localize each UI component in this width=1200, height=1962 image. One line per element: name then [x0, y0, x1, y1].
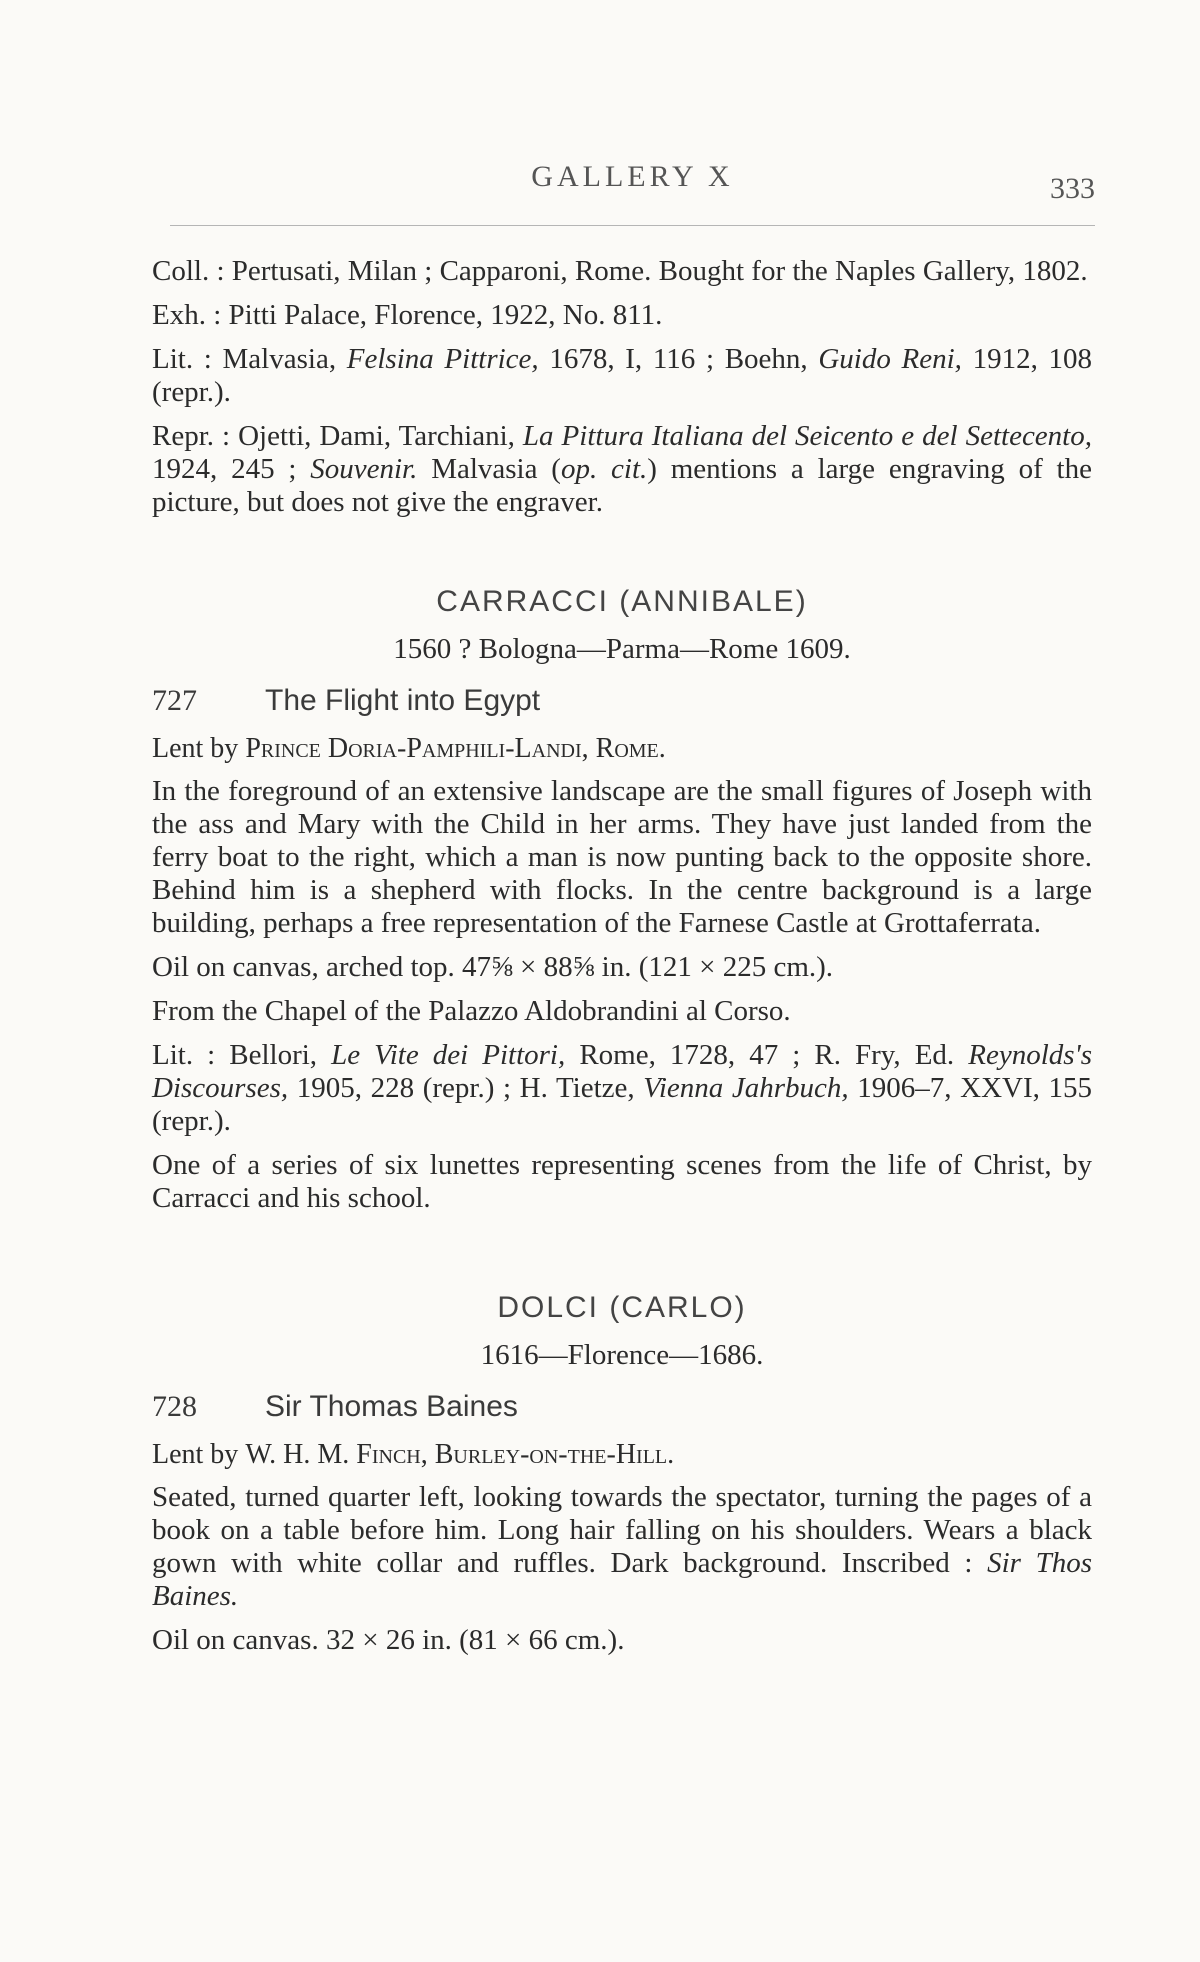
repr-text: Malvasia ( [431, 453, 561, 485]
lent-by-label: Lent by [152, 1439, 239, 1470]
lender-name: Prince Doria-Pamphili-Landi, Rome. [245, 733, 666, 764]
artist-heading: CARRACCI (ANNIBALE) [436, 585, 808, 618]
lit-paragraph [152, 343, 1092, 409]
medium: Oil on canvas. 32 × 26 in. (81 × 66 cm.). [152, 1624, 625, 1656]
coll-label: Coll. : [152, 255, 225, 287]
entry-title: Sir Thomas Baines [265, 1390, 518, 1423]
literature [152, 1039, 1092, 1138]
entry-number: 728 [152, 1390, 197, 1423]
description-text: Seated, turned quarter left, looking towards the spectator, turning the pages of a book on a table before him. Long hair falling on his shoulders. Wears a black gown with white collar and ruffles. Dark background. Inscribed : [152, 1481, 1092, 1579]
entry-heading [152, 684, 1092, 718]
lit-text: 1905, 228 (repr.) ; H. Tietze, [296, 1072, 635, 1104]
lit-text: 1906–7, XXVI, 155 (repr.). [152, 1072, 1093, 1137]
note: One of a series of six lunettes representing scenes from the life of Christ, by Carracci and his school. [152, 1149, 1092, 1214]
lit-text: 1678, I, 116 ; Boehn, [549, 343, 808, 375]
exh-text: Pitti Palace, Florence, 1922, No. 811. [228, 299, 663, 331]
lit-title: Le Vite dei Pittori, [331, 1039, 566, 1071]
entry-number: 727 [152, 684, 197, 717]
lender-name: W. H. M. Finch, Burley-on-the-Hill. [245, 1439, 675, 1470]
provenance: From the Chapel of the Palazzo Aldobrandini al Corso. [152, 995, 791, 1027]
lit-text: Malvasia, [222, 343, 337, 375]
lit-title: Felsina Pittrice, [346, 343, 539, 375]
entry-heading [152, 1390, 1092, 1424]
repr-text: ) mentions a large engraving of the picture, but does not give the engraver. [152, 453, 1092, 518]
lit-title: Vienna Jahrbuch, [643, 1072, 849, 1104]
repr-title: La Pittura Italiana del Seicento e del Settecento, [522, 420, 1092, 452]
page-content [152, 255, 1092, 1668]
lent-by-label: Lent by [152, 733, 239, 764]
repr-label: Repr. : [152, 420, 231, 452]
page-header [170, 160, 1095, 206]
lit-title: Reynolds's Discourses, [152, 1039, 1093, 1104]
lender-line [152, 732, 1092, 765]
lit-text: Rome, 1728, 47 ; R. Fry, Ed. [579, 1039, 955, 1071]
coll-text: Pertusati, Milan ; Capparoni, Rome. Bought for the Naples Gallery, 1802. [231, 255, 1088, 287]
artist-dates: 1560 ? Bologna—Parma—Rome 1609. [393, 633, 851, 665]
lit-text: 1912, 108 (repr.). [152, 343, 1093, 408]
lit-text: Bellori, [229, 1039, 318, 1071]
description: In the foreground of an extensive landscape are the small figures of Joseph with the ass and Mary with the Child in her arms. They have just landed from the ferry boat to the right, which a man is now punting back to the opposite shore. Behind him is a shepherd with flocks. In the centre background is a large building, perhaps a free representation of the Farnese Castle at Grottaferrata. [152, 775, 1092, 939]
lender-line [152, 1438, 1092, 1471]
coll-paragraph [152, 255, 1092, 288]
artist-dates: 1616—Florence—1686. [480, 1339, 764, 1371]
running-head: GALLERY X [531, 160, 734, 193]
lit-label: Lit. : [152, 343, 212, 375]
inscription: Sir Thos Baines. [152, 1547, 1093, 1612]
page-number: 333 [1050, 172, 1095, 205]
repr-title: Souvenir. [310, 453, 418, 485]
repr-text: Ojetti, Dami, Tarchiani, [238, 420, 515, 452]
medium: Oil on canvas, arched top. 47⅝ × 88⅝ in. (121 × 225 cm.). [152, 951, 834, 983]
description [152, 1481, 1092, 1613]
exh-paragraph [152, 299, 1092, 332]
entry-title: The Flight into Egypt [265, 684, 541, 717]
repr-title: op. cit. [560, 453, 648, 485]
header-rule [170, 225, 1095, 226]
repr-paragraph [152, 420, 1092, 519]
lit-label: Lit. : [152, 1039, 216, 1071]
artist-heading: DOLCI (CARLO) [497, 1291, 747, 1324]
lit-title: Guido Reni, [818, 343, 962, 375]
exh-label: Exh. : [152, 299, 222, 331]
repr-text: 1924, 245 ; [152, 453, 297, 485]
